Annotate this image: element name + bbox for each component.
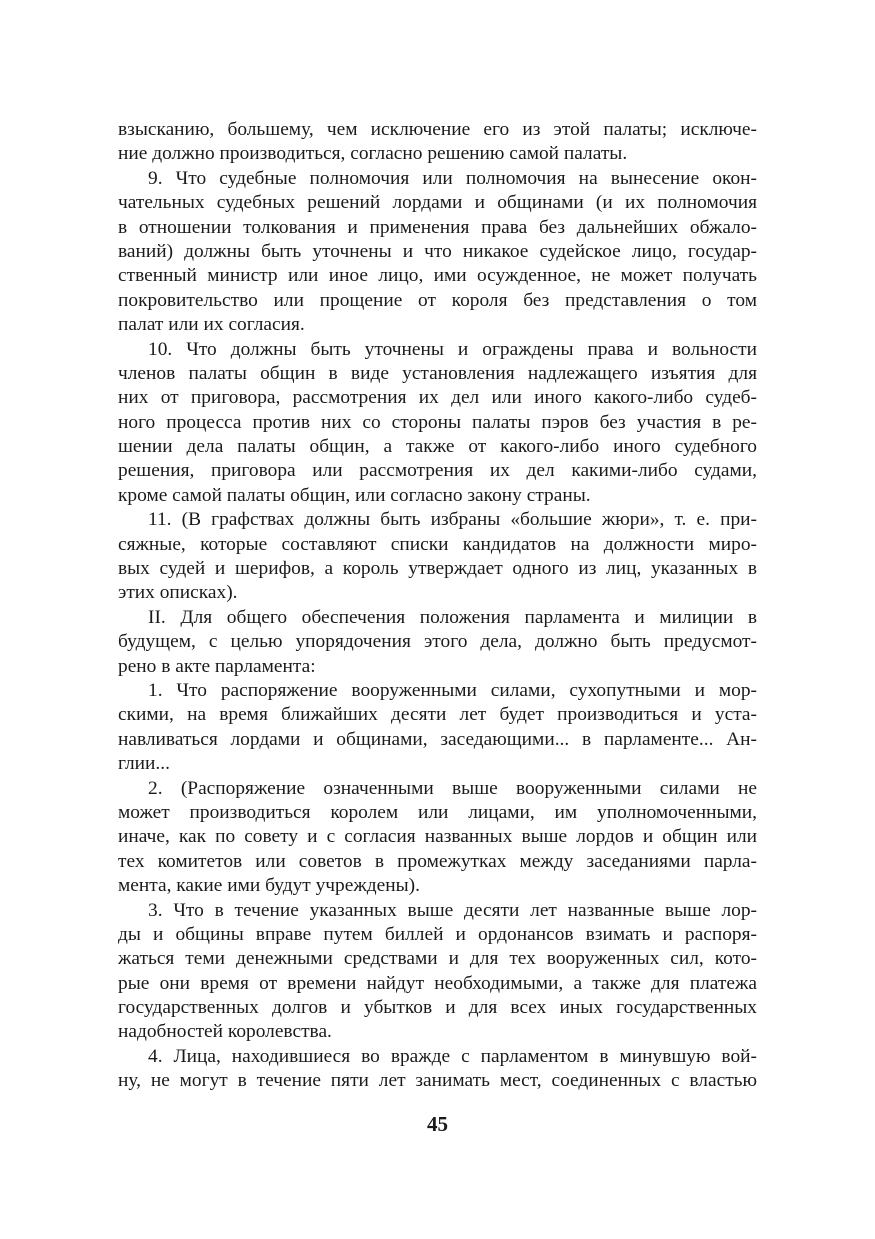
page-body — [118, 118, 757, 1094]
text-line: палат или их согласия. — [118, 314, 305, 336]
text-line: 10. Что должны быть уточнены и ограждены права и вольности — [148, 338, 757, 360]
text-line: взысканию, большему, чем исключение его из этой палаты; исключе- — [118, 119, 757, 140]
text-line: будущем, с целью упорядочения этого дела, должно быть предусмот- — [118, 631, 757, 653]
text-line: тех комитетов или советов в промежутках между заседаниями парла- — [118, 850, 757, 872]
text-line: мента, какие ими будут учреждены). — [118, 875, 420, 897]
text-line: ние должно производиться, согласно решению самой палаты. — [118, 143, 628, 165]
paragraph — [118, 606, 757, 679]
text-line: 9. Что судебные полномочия или полномочия на вынесение окон- — [148, 167, 757, 189]
text-line: решения, приговора или рассмотрения их дел какими-либо судами, — [118, 460, 757, 482]
text-line: рые они время от времени найдут необходимыми, а также для платежа — [118, 972, 757, 994]
paragraph — [118, 338, 757, 509]
paragraph — [118, 167, 757, 338]
paragraph — [118, 679, 757, 777]
text-line: этих описках). — [118, 582, 238, 604]
text-line: ну, не могут в течение пяти лет занимать мест, соединенных с властью — [118, 1070, 757, 1092]
text-line: чательных судебных решений лордами и общинами (и их полномочия — [118, 192, 757, 214]
text-line: ственный министр или иное лицо, ими осужденное, не может получать — [118, 265, 757, 287]
paragraph — [118, 508, 757, 606]
text-line: вых судей и шерифов, а король утверждает одного из лиц, указанных в — [118, 558, 757, 580]
text-line: глии... — [118, 753, 170, 775]
text-line: 4. Лица, находившиеся во вражде с парламентом в минувшую вой- — [148, 1045, 757, 1067]
text-line: ды и общины вправе путем биллей и ордонансов взимать и распоря- — [118, 923, 757, 945]
text-line: навливаться лордами и общинами, заседающими... в парламенте... Ан- — [118, 728, 757, 750]
text-line: 2. (Распоряжение означенными выше вооруженными силами не — [148, 777, 757, 799]
text-line: 1. Что распоряжение вооруженными силами, сухопутными и мор- — [148, 679, 757, 701]
text-line: может производиться королем или лицами, им уполномоченными, — [118, 801, 757, 823]
text-line: шении дела палаты общин, а также от какого-либо иного судебного — [118, 436, 757, 458]
text-line: 11. (В графствах должны быть избраны «большие жюри», т. е. при- — [148, 509, 757, 531]
text-line: сяжные, которые составляют списки кандидатов на должности миро- — [118, 533, 757, 555]
paragraph — [118, 777, 757, 899]
text-line: надобностей королевства. — [118, 1021, 332, 1043]
text-line: рено в акте парламента: — [118, 655, 316, 677]
text-line: них от приговора, рассмотрения их дел или иного какого-либо судеб- — [118, 387, 757, 409]
text-line: членов палаты общин в виде установления надлежащего изъятия для — [118, 362, 757, 384]
text-line: 3. Что в течение указанных выше десяти лет названные выше лор- — [148, 899, 757, 921]
text-line: ваний) должны быть уточнены и что никакое судейское лицо, государ- — [118, 240, 757, 262]
text-line: покровительство или прощение от короля без представления о том — [118, 289, 757, 311]
page-number: 45 — [427, 1112, 448, 1136]
text-line: в отношении толкования и применения права без дальнейших обжало- — [118, 216, 757, 238]
paragraph — [118, 899, 757, 1045]
text-line: ного процесса против них со стороны палаты пэров без участия в ре- — [118, 411, 757, 433]
text-line: иначе, как по совету и с согласия названных выше лордов и общин или — [118, 826, 757, 848]
paragraph — [118, 118, 757, 167]
text-line: II. Для общего обеспечения положения парламента и милиции в — [148, 606, 757, 628]
text-line: государственных долгов и убытков и для всех иных государственных — [118, 997, 757, 1019]
text-line: скими, на время ближайших десяти лет будет производиться и уста- — [118, 704, 757, 726]
paragraph — [118, 1045, 757, 1094]
text-line: кроме самой палаты общин, или согласно закону страны. — [118, 484, 591, 506]
text-line: жаться теми денежными средствами и для тех вооруженных сил, кото- — [118, 948, 757, 970]
